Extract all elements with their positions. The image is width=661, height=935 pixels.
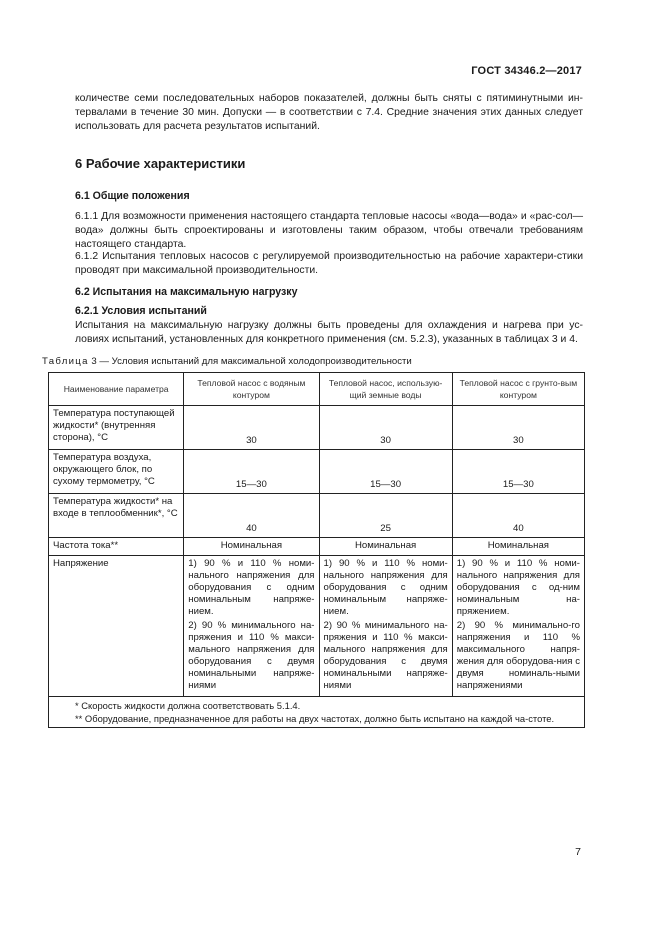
param-cell: Напряжение bbox=[49, 556, 184, 697]
param-cell: Температура воздуха, окружающего блок, по сухому термометру, °С bbox=[49, 450, 184, 494]
value-cell: 40 bbox=[452, 494, 584, 538]
table-row bbox=[49, 538, 585, 556]
value-cell: 30 bbox=[452, 406, 584, 450]
footnote: * Скорость жидкости должна соответствовать 5.1.4. bbox=[75, 700, 301, 711]
document-code: ГОСТ 34346.2—2017 bbox=[471, 65, 582, 77]
table-footnotes-row bbox=[49, 697, 585, 728]
value-cell: 15—30 bbox=[319, 450, 452, 494]
value-cell: Номинальная bbox=[319, 538, 452, 556]
value-cell: Номинальная bbox=[452, 538, 584, 556]
paragraph-6-1-2: 6.1.2 Испытания тепловых насосов с регулируемой производительностью на рабочие характери-стики проводят при максимальной производительности. bbox=[75, 251, 583, 276]
value-cell: Номинальная bbox=[184, 538, 319, 556]
paragraph-6-2-1: Испытания на максимальную нагрузку должны быть проведены для охлаждения и нагрева при ус-ловиях испытаний, установленных для конкретного применения (см. 5.2.3), указанных в таблицах 3 и 4. bbox=[75, 320, 583, 345]
voltage-item: 1) 90 % и 110 % номи-нального напряжения для оборудования с од-ним номинальным на-пряжением. bbox=[456, 558, 580, 617]
value-cell: 15—30 bbox=[452, 450, 584, 494]
header-parameter: Наименование параметра bbox=[49, 373, 184, 406]
section-6-2-title: 6.2 Испытания на максимальную нагрузку bbox=[75, 286, 298, 298]
header-ground-water: Тепловой насос, использую-щий земные воды bbox=[319, 373, 452, 406]
section-6-title: 6 Рабочие характеристики bbox=[75, 156, 246, 171]
table-row bbox=[49, 494, 585, 538]
value-cell: 25 bbox=[319, 494, 452, 538]
voltage-item: 2) 90 % минимально-го напряжения и 110 % максимального напря-жения для оборудова-ния с двумя номиналь-ными напряжениями bbox=[456, 620, 580, 691]
paragraph-6-1-1-text: 6.1.1 Для возможности применения настоящего стандарта тепловые насосы «вода—вода» и «рас-сол—вода» должны быть спроектированы и изготовлены таким образом, чтобы отвечали требованиям настоящего стандарта. bbox=[75, 211, 583, 250]
voltage-item: 2) 90 % минимального на-пряжения и 110 % макси-мального напряжения для оборудования с двумя номинальными напряже-ниями bbox=[323, 620, 448, 691]
test-conditions-table bbox=[48, 372, 585, 728]
header-water-loop: Тепловой насос с водяным контуром bbox=[184, 373, 319, 406]
table-header-row bbox=[49, 373, 585, 406]
param-cell: Частота тока** bbox=[49, 538, 184, 556]
voltage-cell bbox=[452, 556, 584, 697]
voltage-cell bbox=[184, 556, 319, 697]
value-cell: 30 bbox=[184, 406, 319, 450]
footnotes-cell bbox=[49, 697, 585, 728]
section-6-2-1-title: 6.2.1 Условия испытаний bbox=[75, 305, 207, 317]
voltage-item: 1) 90 % и 110 % номи-нального напряжения для оборудования с одним номинальным напряже-нием. bbox=[323, 558, 448, 617]
value-cell: 15—30 bbox=[184, 450, 319, 494]
header-ground-loop: Тепловой насос с грунто-вым контуром bbox=[452, 373, 584, 406]
table-caption-label: Таблица bbox=[42, 356, 89, 367]
table-caption-text: 3 — Условия испытаний для максимальной холодопроизводительности bbox=[88, 356, 412, 367]
voltage-item: 2) 90 % минимального на-пряжения и 110 % макси-мального напряжения для оборудования с двумя номинальными напряже-ниями bbox=[188, 620, 315, 691]
value-cell: 30 bbox=[319, 406, 452, 450]
footnote: ** Оборудование, предназначенное для работы на двух частотах, должно быть испытано на каждой ча-стоте. bbox=[75, 713, 555, 724]
table-row bbox=[49, 450, 585, 494]
param-cell: Температура жидкости* на входе в теплообменник*, °С bbox=[49, 494, 184, 538]
paragraph-6-1-1 bbox=[75, 210, 583, 252]
voltage-cell bbox=[319, 556, 452, 697]
table-caption bbox=[42, 356, 412, 367]
intro-paragraph: количестве семи последовательных наборов показателей, должны быть сняты с пятиминутными ин-тервалами в течение 30 мин. Допуски — в соответствии с 7.4. Средние значения этих данных следует использовать для расчета результатов испытаний. bbox=[75, 93, 583, 132]
param-cell: Температура поступающей жидкости* (внутренняя сторона), °С bbox=[49, 406, 184, 450]
section-6-1-title: 6.1 Общие положения bbox=[75, 190, 190, 202]
voltage-item: 1) 90 % и 110 % номи-нального напряжения для оборудования с одним номинальным напряже-нием. bbox=[188, 558, 315, 617]
table-row bbox=[49, 406, 585, 450]
value-cell: 40 bbox=[184, 494, 319, 538]
page-number: 7 bbox=[575, 846, 581, 858]
table-row-voltage bbox=[49, 556, 585, 697]
